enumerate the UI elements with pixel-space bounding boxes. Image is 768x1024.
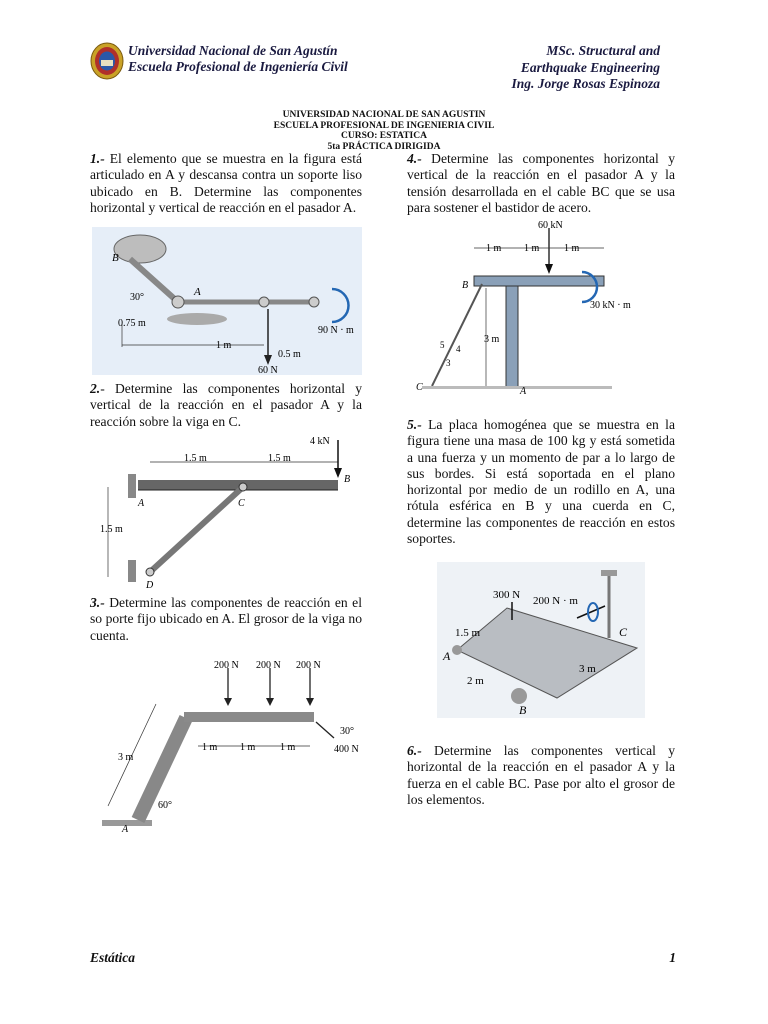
title-practice: 5ta PRÁCTICA DIRIGIDA [327,141,441,152]
fig4-load: 60 kN [538,220,563,231]
problem-3-number: 3.- [90,595,105,610]
fig2-label-B: B [344,474,351,485]
header-school: Escuela Profesional de Ingeniería Civil [128,59,348,74]
figure-5 [437,562,645,718]
fig4-label-A: A [520,386,527,397]
footer-page-number: 1 [669,950,676,965]
fig4-label-C: C [416,382,423,393]
fig3-dim-1: 1 m [202,742,218,753]
fig3-length: 3 m [118,752,134,763]
document-title [0,110,768,152]
problem-3 [90,595,362,644]
title-university: UNIVERSIDAD NACIONAL DE SAN AGUSTIN [282,110,486,120]
fig2-label-A: A [138,498,145,509]
fig4-label-B: B [462,280,469,291]
fig3-force-3: 200 N [296,660,321,671]
problem-6-number: 6.- [407,743,422,758]
fig5-label-A: A [443,649,451,663]
problem-1 [90,151,362,216]
fig3-force-4: 400 N [334,744,359,755]
fig4-slope-4: 4 [456,344,461,354]
figure-2 [98,432,358,592]
fig2-label-C: C [238,498,245,509]
fig2-height: 1.5 m [100,524,123,535]
header-degree-2: Earthquake Engineering [520,59,660,75]
fig4-dim-3: 1 m [564,243,580,254]
fig1-load: 60 N [258,365,278,375]
header-degree-1: MSc. Structural and [546,43,660,58]
fig1-label-A: A [194,286,201,298]
fig3-force-2: 200 N [256,660,281,671]
figure-3 [98,656,368,836]
problem-5 [407,417,675,547]
fig4-moment: 30 kN · m [590,300,631,311]
fig5-moment: 200 N · m [533,595,578,607]
problem-3-text: Determine las componentes de reacción en el so porte fijo ubicado en A. El grosor de la viga no cuenta. [90,595,362,643]
figure-1 [92,227,362,375]
problem-2-number: 2. [90,381,101,396]
university-seal-icon [90,42,124,80]
problem-1-text: El elemento que se muestra en la figura está articulado en A y descansa contra un soporte liso ubicado en B. Determine las componentes horizontal y vertical de reacción en el pasador A. [90,151,362,215]
problem-6 [407,743,675,808]
fig3-dim-2: 1 m [240,742,256,753]
problem-6-text: Determine las componentes vertical y horizontal de la reacción en el pasador A y la fuerza en el cable BC. Pase por alto el grosor de los elementos. [407,743,675,807]
header-author [511,43,660,93]
title-school: ESCUELA PROFESIONAL DE INGENIERIA CIVIL [273,120,495,131]
fig3-dim-3: 1 m [280,742,296,753]
footer-course: Estática [90,950,136,965]
fig3-angle: 60° [158,800,172,811]
fig1-dim-1: 1 m [216,340,232,351]
fig2-label-D: D [146,580,154,591]
fig1-label-B: B [112,252,119,264]
fig1-angle: 30° [130,292,144,303]
header-institution [128,43,348,75]
fig1-dim-075: 0.75 m [118,318,146,329]
fig3-label-A: A [122,824,129,835]
fig4-slope-3: 3 [446,358,451,368]
problem-4 [407,151,675,216]
fig5-dim-2: 2 m [467,675,484,687]
fig5-label-C: C [619,625,628,639]
problem-4-text: Determine las componentes horizontal y vertical de la reacción en el pasador A y la tensión desarrollada en el cable BC que se usa para sostener el bastidor de acero. [407,151,675,215]
fig5-force: 300 N [493,589,521,601]
problem-5-number: 5.- [407,417,422,432]
fig5-dim-1: 1.5 m [455,627,481,639]
problem-4-number: 4.- [407,151,422,166]
header-university: Universidad Nacional de San Agustín [128,43,338,58]
problem-5-text: La placa homogénea que se muestra en la figura tiene una masa de 100 kg y está sometida a una fuerza y un momento de par a lo largo de sus bordes. Si está soportada en el plano horizontal por medio de un rodillo en A, una rótula esférica en B y una cuerda en C, determine las componentes de reacción en estos soportes. [407,417,675,547]
fig4-dim-2: 1 m [524,243,540,254]
fig4-height: 3 m [484,334,500,345]
fig4-slope-5: 5 [440,340,445,350]
figure-4 [412,218,642,398]
fig3-force-1: 200 N [214,660,239,671]
fig4-dim-1: 1 m [486,243,502,254]
fig2-dim-1: 1.5 m [184,453,207,464]
header-name: Ing. Jorge Rosas Espinoza [511,76,660,91]
fig5-label-B: B [519,703,527,717]
fig1-dim-05: 0.5 m [278,349,301,360]
problem-2 [90,381,362,430]
fig2-load: 4 kN [310,436,330,447]
fig2-dim-2: 1.5 m [268,453,291,464]
fig1-moment: 90 N · m [318,325,354,336]
fig5-dim-3: 3 m [579,663,596,675]
problem-2-text: - Determine las componentes horizontal y vertical de la reacción en el pasador A y la reacción sobre la viga en C. [90,381,362,429]
problem-1-number: 1.- [90,151,105,166]
fig3-angle-2: 30° [340,726,354,737]
title-course: CURSO: ESTATICA [341,131,427,141]
